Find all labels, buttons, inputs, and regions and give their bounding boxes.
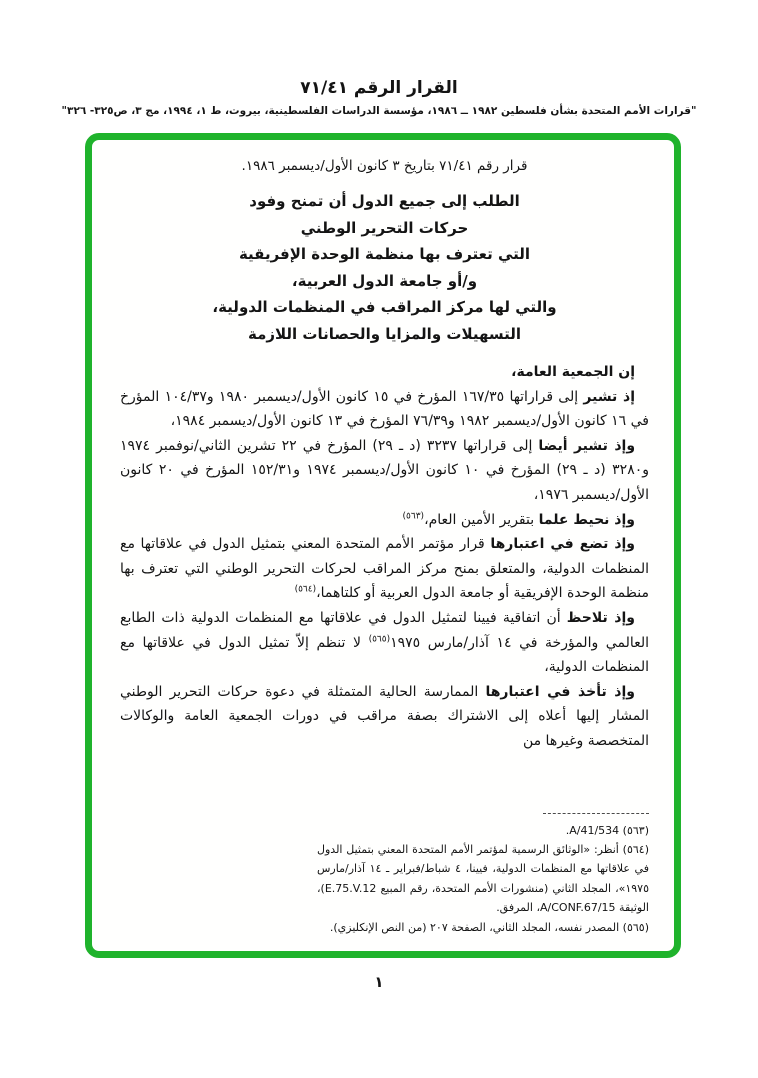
- page-title: القرار الرقم ٧١/٤١: [300, 78, 458, 98]
- footnote-ref: (٥٦٥): [368, 633, 391, 644]
- footnote-separator: [543, 813, 649, 814]
- footnote-marker: (٥٦٥): [619, 920, 649, 934]
- footnote: [317, 918, 649, 937]
- resolution-date-line: قرار رقم ٧١/٤١ بتاريخ ٣ كانون الأول/ديسمبر ١٩٨٦.: [241, 158, 528, 174]
- source-citation: "قرارات الأمم المتحدة بشأن فلسطين ١٩٨٢ ــ ١٩٨٦، مؤسسة الدراسات الفلسطينية، بيروت، ط ١، ١٩٩٤، مج ٣، ص٣٢٥- ٣٢٦": [61, 105, 697, 117]
- paragraph: [120, 508, 649, 533]
- paragraph: [120, 532, 649, 606]
- paragraph-lead: وإذ تشير أيضا: [538, 437, 636, 454]
- paragraph-text: لا تنظم إلاّ تمثيل الدول في علاقاتها مع المنظمات الدولية،: [120, 634, 649, 676]
- paragraph-lead: وإذ تلاحظ: [566, 609, 635, 626]
- document-header: [0, 0, 758, 117]
- paragraph-lead: إن الجمعية العامة،: [511, 364, 635, 380]
- footnote-ref: (٥٦٤): [294, 584, 317, 595]
- paragraph-lead: إذ تشير: [583, 388, 635, 405]
- paragraph: [120, 385, 649, 434]
- paragraph-lead: وإذ تأخذ في اعتبارها: [485, 683, 635, 700]
- page-number: ١: [374, 973, 384, 991]
- paragraph-text: أن اتفاقية فيينا لتمثيل الدول في علاقاتها مع المنظمات الدولية ذات الطابع العالمي والمؤرخة في ١٤ آذار/مارس ١٩٧٥: [120, 609, 650, 651]
- paragraph-lead: وإذ تضع في اعتبارها: [490, 536, 636, 553]
- footnote-marker: (٥٦٤): [618, 842, 649, 856]
- footnote-ref: (٥٦٣): [402, 510, 425, 521]
- heading-line: التسهيلات والمزايا والحصانات اللازمة: [247, 324, 522, 343]
- paragraph: [120, 434, 649, 508]
- heading-line: حركات التحرير الوطني: [300, 218, 469, 237]
- paragraph-text: الممارسة الحالية المتمثلة في دعوة حركات التحرير الوطني المشار إليها أعلاه إلى الاشتراك بصفة مراقب في دورات الجمعية العامة والوكالات المتخصصة وغيرها من: [120, 683, 649, 749]
- paragraph-text: قرار مؤتمر الأمم المتحدة المعني بتمثيل الدول في علاقاتها مع المنظمات الدولية، والمتعلق بمنح مركز المراقب لحركات التحرير الوطني التي تعترف بها منظمة الوحدة الإفريقية أو جامعة الدول العربية أو كلتاهما،: [120, 536, 649, 602]
- footnote: [317, 840, 649, 918]
- footnote-text: A/41/534.: [565, 823, 620, 837]
- footnote-marker: (٥٦٣): [619, 823, 649, 837]
- paragraph-lead: وإذ نحيط علما: [538, 511, 635, 528]
- paragraph-text: إلى قراراتها ١٦٧/٣٥ المؤرخ في ١٥ كانون الأول/ديسمبر ١٩٨٠ و١٠٤/٣٧ المؤرخ في ١٦ كانون الأول/ديسمبر ١٩٨٢ و٧٦/٣٩ المؤرخ في ١٣ كانون الأول/ديسمبر ١٩٨٤،: [120, 388, 649, 430]
- paragraph: [120, 606, 649, 680]
- resolution-body: [120, 360, 649, 754]
- footnote-text: المصدر نفسه، المجلد الثاني، الصفحة ٢٠٧ (من النص الإنكليزي).: [329, 920, 620, 934]
- paragraph-text: بتقرير الأمين العام،: [424, 511, 539, 528]
- heading-line: والتي لها مركز المراقب في المنظمات الدولية،: [212, 298, 557, 316]
- paragraph: [120, 680, 649, 754]
- footnote-text: أنظر: «الوثائق الرسمية لمؤتمر الأمم المتحدة المعني بتمثيل الدول في علاقاتها مع المنظمات الدولية، فيينا، ٤ شباط/فبراير ـ ١٤ آذار/مارس ١٩٧٥»، المجلد الثاني (منشورات الأمم المتحدة، رقم المبيع E.75.V.12)، الوثيقة A/CONF.67/15، المرفق.: [317, 842, 649, 915]
- paragraph: [120, 360, 649, 385]
- heading-line: الطلب إلى جميع الدول أن تمنح وفود: [249, 192, 520, 210]
- heading-line: و/أو جامعة الدول العربية،: [291, 271, 478, 290]
- paragraph-text: إلى قراراتها ٣٢٣٧ (د ـ ٢٩) المؤرخ في ٢٢ تشرين الثاني/نوفمبر ١٩٧٤ و٣٢٨٠ (د ـ ٢٩) المؤرخ في ١٠ كانون الأول/ديسمبر ١٩٧٤ و١٥٢/٣١ المؤرخ في ٢٠ كانون الأول/ديسمبر ١٩٧٦،: [120, 437, 649, 503]
- resolution-heading: [120, 188, 649, 347]
- footnote: [317, 821, 649, 840]
- heading-line: التي تعترف بها منظمة الوحدة الإفريقية: [238, 245, 531, 263]
- footnotes: [317, 821, 649, 937]
- resolution-box: [85, 133, 681, 958]
